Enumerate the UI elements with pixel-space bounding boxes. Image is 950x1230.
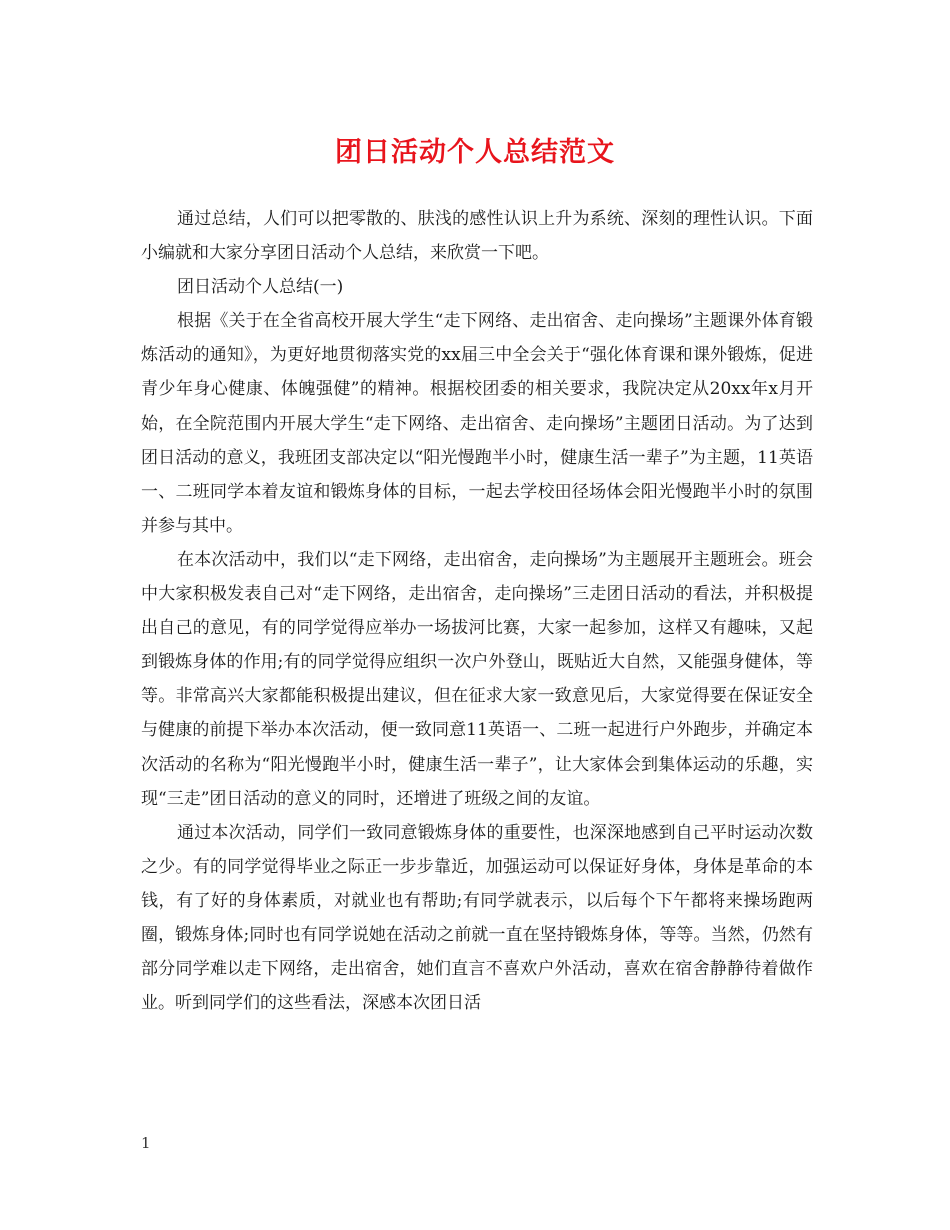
section-heading: 团日活动个人总结(一): [177, 277, 344, 298]
paragraph-reflection: 通过本次活动，同学们一致同意锻炼身体的重要性，也深深地感到自己平时运动次数之少。有的同学觉得毕业之际正一步步靠近，加强运动可以保证好身体，身体是革命的本钱，有了好的身体素质，对就业也有帮助;有同学就表示，以后每个下午都将来操场跑两圈，锻炼身体;同时也有同学说她在活动之前就一直在坚持锻炼身体，等等。当然，仍然有部分同学难以走下网络，走出宿舍，她们直言不喜欢户外活动，喜欢在宿舍静静待着做作业。听到同学们的这些看法，深感本次团日活: [141, 822, 813, 1014]
paragraph-intro: 通过总结，人们可以把零散的、肤浅的感性认识上升为系统、深刻的理性认识。下面小编就和大家分享团日活动个人总结，来欣赏一下吧。: [141, 209, 813, 264]
document-body: [141, 202, 813, 1020]
paragraph-activity: 在本次活动中，我们以“走下网络，走出宿舍，走向操场”为主题展开主题班会。班会中大家积极发表自己对“走下网络，走出宿舍，走向操场”三走团日活动的看法，并积极提出自己的意见，有的同学觉得应举办一场拔河比赛，大家一起参加，这样又有趣味，又起到锻炼身体的作用;有的同学觉得应组织一次户外登山，既贴近大自然，又能强身健体，等等。非常高兴大家都能积极提出建议，但在征求大家一致意见后，大家觉得要在保证安全与健康的前提下举办本次活动，便一致同意11英语一、二班一起进行户外跑步，并确定本次活动的名称为“阳光慢跑半小时，健康生活一辈子”，让大家体会到集体运动的乐趣，实现“三走”团日活动的意义的同时，还增进了班级之间的友谊。: [141, 549, 813, 809]
page-number: 1: [141, 1134, 151, 1152]
document-title: 团日活动个人总结范文: [335, 137, 615, 168]
paragraph-background: 根据《关于在全省高校开展大学生“走下网络、走出宿舍、走向操场”主题课外体育锻炼活动的通知》，为更好地贯彻落实党的xx届三中全会关于“强化体育课和课外锻炼，促进青少年身心健康、体魄强健”的精神。根据校团委的相关要求，我院决定从20xx年x月开始，在全院范围内开展大学生“走下网络、走出宿舍、走向操场”主题团日活动。为了达到团日活动的意义，我班团支部决定以“阳光慢跑半小时，健康生活一辈子”为主题，11英语一、二班同学本着友谊和锻炼身体的目标，一起去学校田径场体会阳光慢跑半小时的氛围并参与其中。: [141, 311, 813, 536]
